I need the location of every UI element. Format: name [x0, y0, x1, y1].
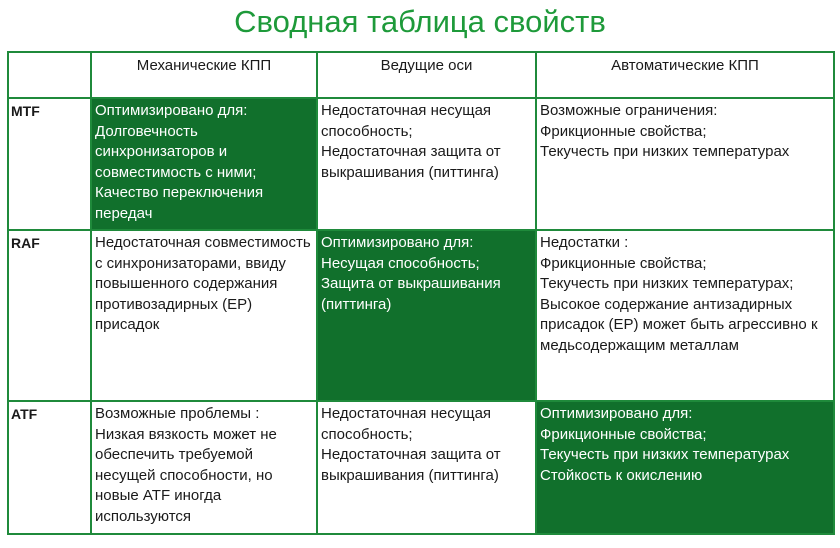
- column-header-manual: Механические КПП: [91, 52, 317, 98]
- cell-atf-axles: [317, 401, 536, 534]
- cell-raf-axles: [317, 230, 536, 401]
- cell-line: Недостаточная несущая способность;: [321, 102, 496, 140]
- row-label-mtf: MTF: [8, 98, 91, 230]
- cell-line: Фрикционные свойства;: [540, 425, 707, 443]
- row-label-raf: RAF: [8, 230, 91, 401]
- cell-mtf-automatic: [536, 98, 834, 230]
- cell-mtf-axles: [317, 98, 536, 230]
- cell-atf-manual: [91, 401, 317, 534]
- cell-line: Недостатки :: [540, 234, 629, 251]
- cell-line: Защита от выкрашивания (питтинга): [321, 275, 505, 313]
- cell-line: Долговечность синхронизаторов и совместимость с ними;: [95, 122, 257, 181]
- table-row-atf: [8, 401, 834, 534]
- cell-line: Возможные проблемы :: [95, 405, 260, 422]
- cell-line: Оптимизировано для:: [540, 405, 693, 422]
- cell-line: Оптимизировано для:: [321, 234, 474, 251]
- cell-line: Текучесть при низких температурах;: [540, 275, 794, 293]
- cell-line: Текучесть при низких температурах: [540, 143, 790, 161]
- cell-line: Высокое содержание антизадирных присадок (ЕР) может быть агрессивно к медьсодержащим металлам: [540, 295, 822, 354]
- column-header-automatic: Автоматические КПП: [536, 52, 834, 98]
- cell-line: Недостаточная защита от выкрашивания (питтинга): [321, 446, 505, 484]
- page-title: Сводная таблица свойств: [234, 4, 606, 39]
- cell-raf-automatic: [536, 230, 834, 401]
- cell-line: Низкая вязкость может не обеспечить требуемой несущей способности, но новые ATF иногда используются: [95, 425, 282, 525]
- table-header-row: [8, 52, 834, 98]
- cell-line: Недостаточная совместимость с синхронизаторами, ввиду повышенного содержания противозадирных (ЕР) присадок: [95, 234, 315, 334]
- cell-line: Стойкость к окислению: [540, 466, 703, 484]
- corner-cell: [8, 52, 91, 98]
- cell-line: Качество переключения передач: [95, 184, 268, 222]
- cell-line: Текучесть при низких температурах: [540, 446, 790, 464]
- table-row-raf: [8, 230, 834, 401]
- cell-line: Недостаточная несущая способность;: [321, 405, 496, 443]
- properties-table: [7, 51, 835, 535]
- table-row-mtf: [8, 98, 834, 230]
- cell-line: Фрикционные свойства;: [540, 122, 707, 140]
- cell-line: Несущая способность;: [321, 254, 480, 272]
- cell-line: Оптимизировано для:: [95, 102, 248, 119]
- cell-line: Фрикционные свойства;: [540, 254, 707, 272]
- cell-atf-automatic: [536, 401, 834, 534]
- cell-mtf-manual: [91, 98, 317, 230]
- cell-line: Возможные ограничения:: [540, 102, 718, 119]
- column-header-axles: Ведущие оси: [317, 52, 536, 98]
- cell-line: Недостаточная защита от выкрашивания (питтинга): [321, 143, 505, 181]
- cell-raf-manual: [91, 230, 317, 401]
- row-label-atf: ATF: [8, 401, 91, 534]
